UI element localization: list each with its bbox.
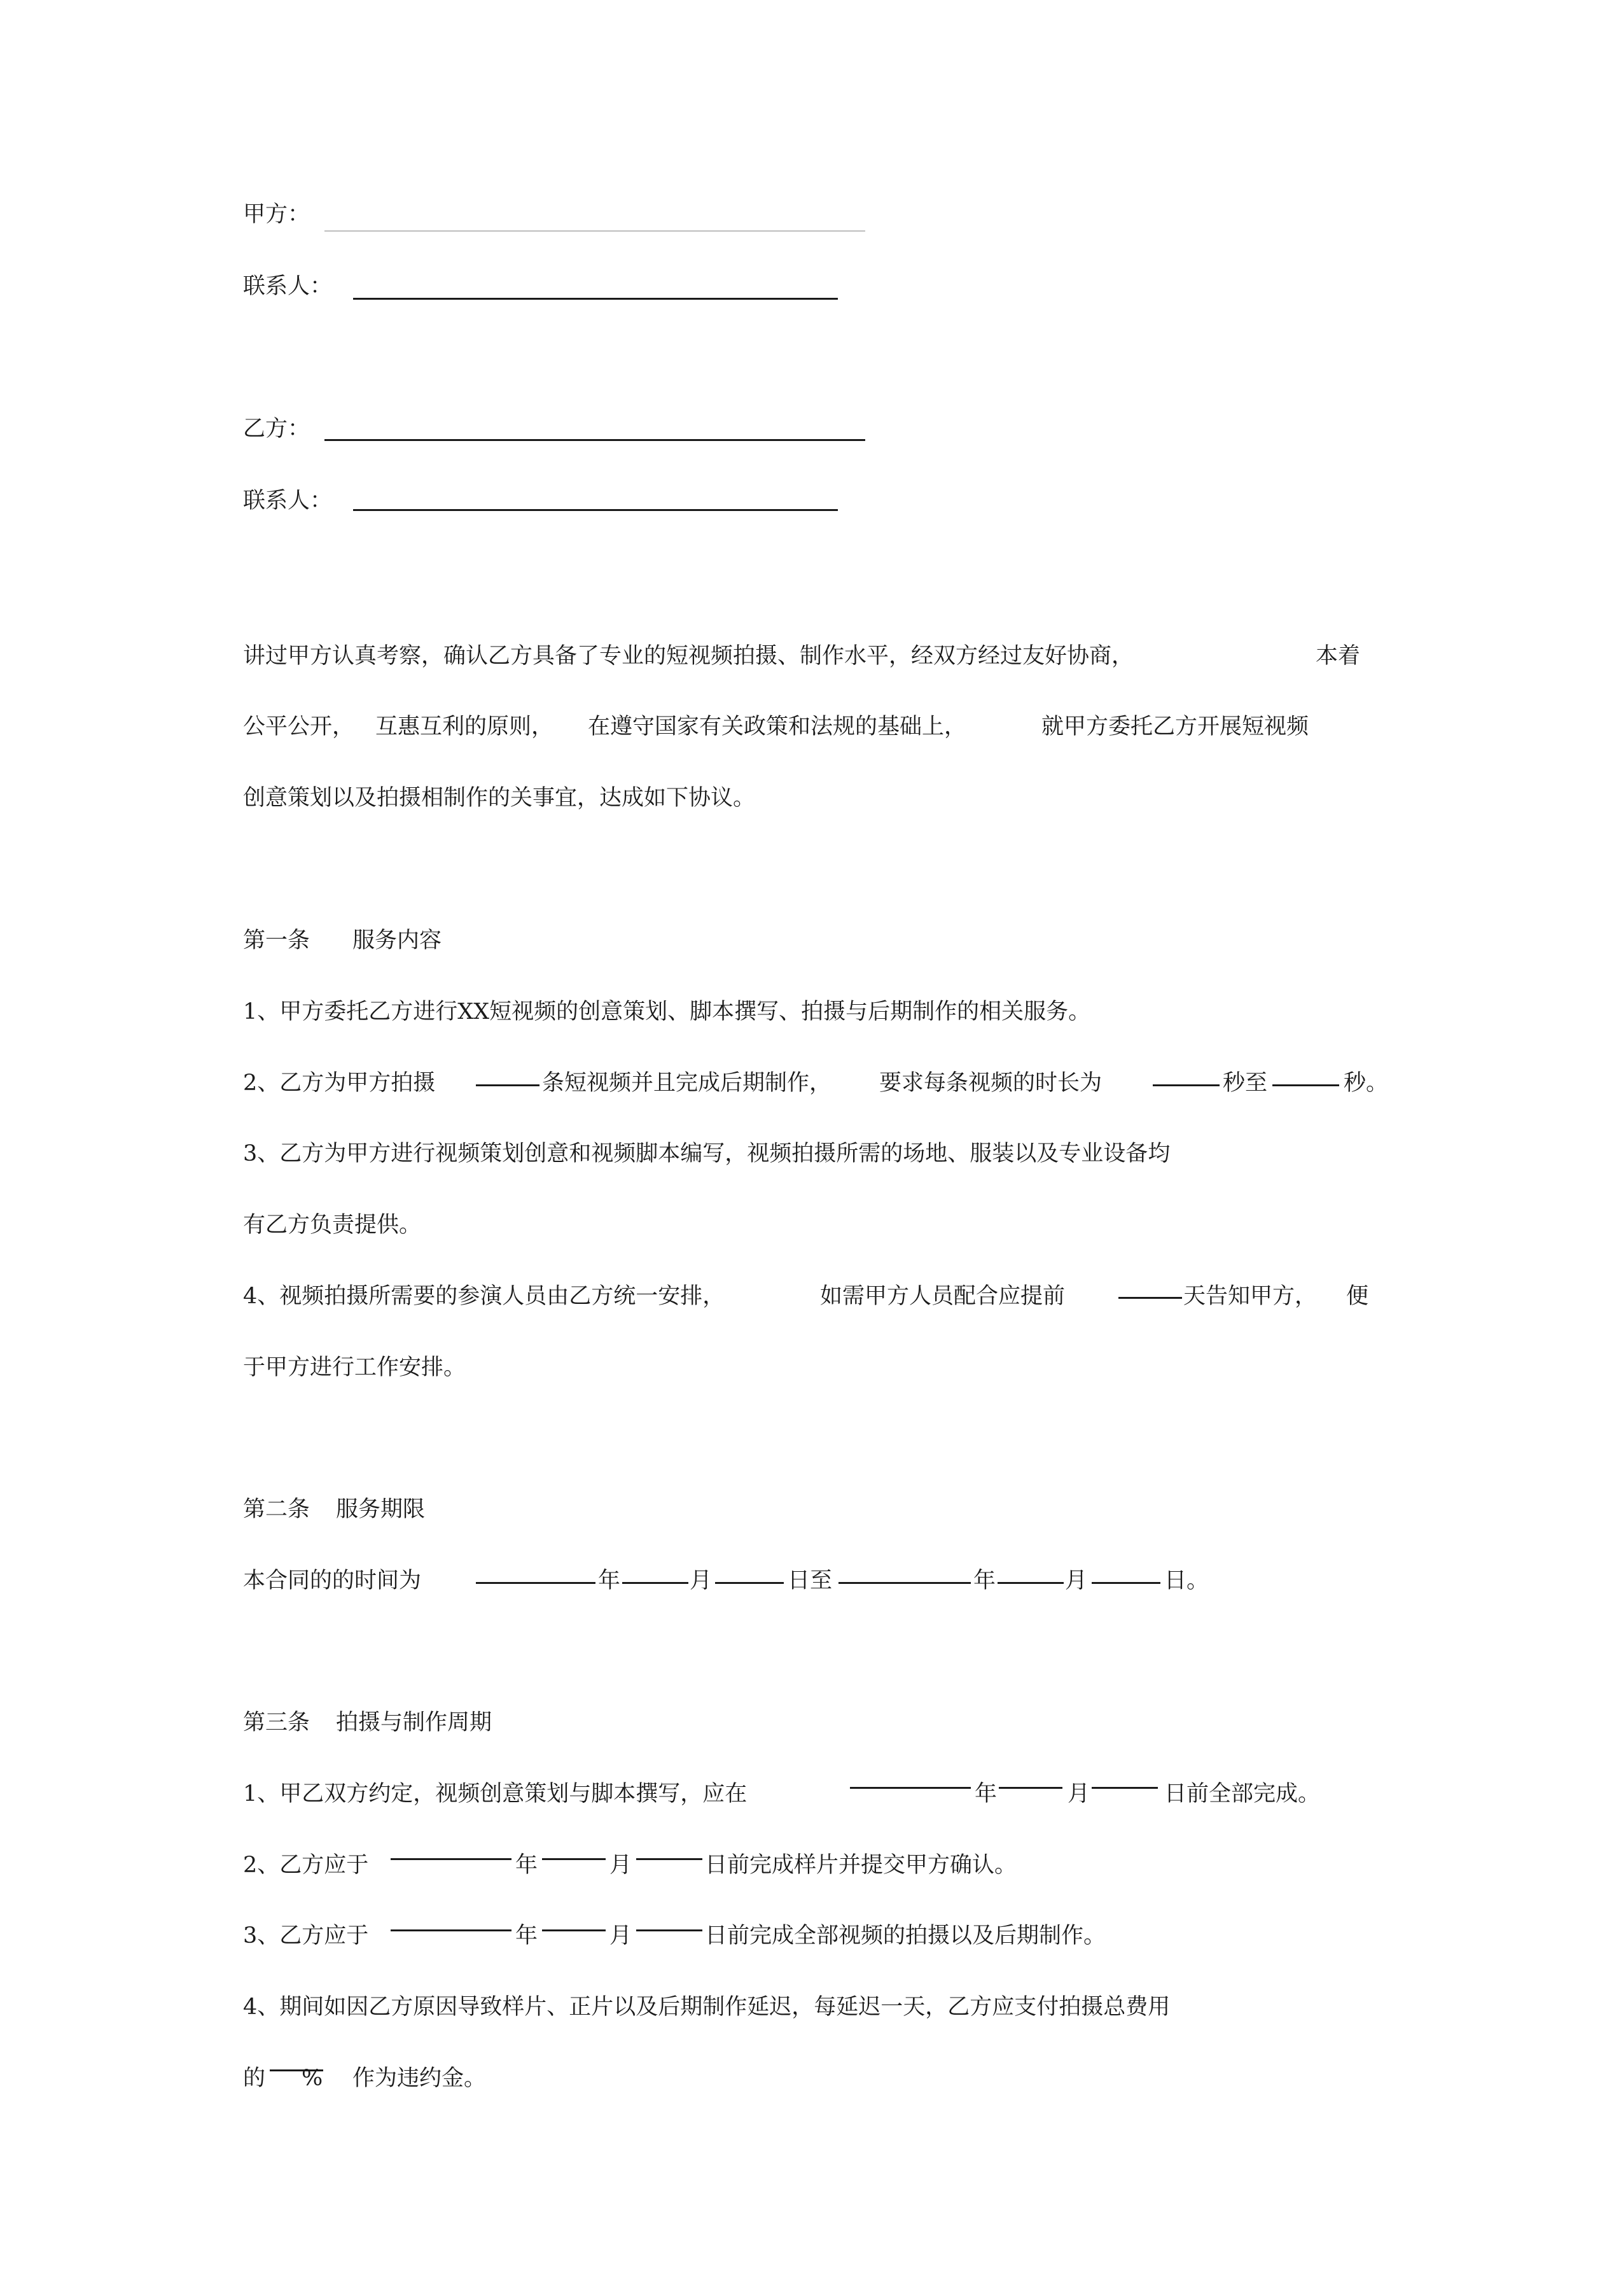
party-a-contact-label: 联系人： bbox=[243, 274, 333, 299]
clause-text: 3、乙方应于 bbox=[243, 1923, 369, 1949]
video-count-blank[interactable] bbox=[476, 1084, 539, 1086]
final-day-blank[interactable] bbox=[636, 1929, 702, 1931]
clause-text: 3、乙方为甲方进行视频策划创意和视频脚本编写，视频拍摄所需的场地、服装以及专业设备均 bbox=[243, 1141, 1171, 1166]
clause-text: 日。 bbox=[1164, 1568, 1209, 1593]
clause-text: 日前完成全部视频的拍摄以及后期制作。 bbox=[705, 1923, 1106, 1949]
month-label: 月 bbox=[609, 1923, 632, 1949]
preamble-text: 本着 bbox=[1316, 643, 1361, 669]
year-label: 年 bbox=[598, 1568, 621, 1593]
article-title: 服务期限 bbox=[336, 1497, 426, 1522]
end-year-blank[interactable] bbox=[838, 1582, 971, 1584]
preamble-text: 创意策划以及拍摄相制作的关事宜，达成如下协议。 bbox=[243, 785, 756, 811]
start-year-blank[interactable] bbox=[476, 1582, 595, 1584]
sample-day-blank[interactable] bbox=[636, 1858, 702, 1860]
end-day-blank[interactable] bbox=[1092, 1582, 1160, 1584]
percent-sign: % bbox=[302, 2066, 323, 2091]
clause-text: 日至 bbox=[788, 1568, 833, 1593]
party-b-blank[interactable] bbox=[324, 439, 865, 441]
clause-text: 4、视频拍摄所需要的参演人员由乙方统一安排， bbox=[243, 1284, 725, 1309]
script-month-blank[interactable] bbox=[999, 1787, 1062, 1789]
clause-text: 4、期间如因乙方原因导致样片、正片以及后期制作延迟，每延迟一天，乙方应支付拍摄总费用 bbox=[243, 1994, 1171, 2020]
party-a-label: 甲方： bbox=[243, 202, 310, 227]
month-label: 月 bbox=[690, 1568, 713, 1593]
year-label: 年 bbox=[515, 1852, 538, 1878]
start-month-blank[interactable] bbox=[622, 1582, 688, 1584]
preamble-text: 互惠互利的原则， bbox=[375, 714, 554, 739]
script-day-blank[interactable] bbox=[1092, 1787, 1158, 1789]
article-number: 第一条 bbox=[243, 928, 310, 953]
duration-max-blank[interactable] bbox=[1272, 1084, 1339, 1086]
final-year-blank[interactable] bbox=[391, 1929, 511, 1931]
article-number: 第三条 bbox=[243, 1710, 310, 1735]
clause-text: 日前完成样片并提交甲方确认。 bbox=[705, 1852, 1017, 1878]
party-a-contact-blank[interactable] bbox=[353, 298, 838, 300]
clause-text: 如需甲方人员配合应提前 bbox=[820, 1284, 1066, 1309]
year-label: 年 bbox=[515, 1923, 538, 1949]
clause-text: 秒至 bbox=[1223, 1070, 1268, 1096]
clause-text: 1、甲乙双方约定，视频创意策划与脚本撰写，应在 bbox=[243, 1781, 748, 1807]
preamble-text: 讲过甲方认真考察，确认乙方具备了专业的短视频拍摄、制作水平，经双方经过友好协商， bbox=[243, 643, 1134, 669]
clause-text: 秒。 bbox=[1344, 1070, 1389, 1096]
party-b-contact-label: 联系人： bbox=[243, 488, 333, 514]
year-label: 年 bbox=[975, 1781, 998, 1807]
party-b-label: 乙方： bbox=[243, 416, 310, 442]
article-number: 第二条 bbox=[243, 1497, 310, 1522]
clause-text: 便 bbox=[1346, 1284, 1369, 1309]
clause-text: 作为违约金。 bbox=[352, 2066, 487, 2091]
preamble-text: 在遵守国家有关政策和法规的基础上， bbox=[588, 714, 967, 739]
clause-text: 2、乙方应于 bbox=[243, 1852, 369, 1878]
final-month-blank[interactable] bbox=[542, 1929, 606, 1931]
preamble-text: 公平公开， bbox=[243, 714, 355, 739]
article-title: 拍摄与制作周期 bbox=[336, 1710, 492, 1735]
clause-text: 要求每条视频的时长为 bbox=[879, 1070, 1103, 1096]
month-label: 月 bbox=[1065, 1568, 1088, 1593]
clause-text: 天告知甲方， bbox=[1183, 1284, 1318, 1309]
end-month-blank[interactable] bbox=[998, 1582, 1064, 1584]
script-year-blank[interactable] bbox=[850, 1787, 971, 1789]
month-label: 月 bbox=[1068, 1781, 1090, 1807]
duration-min-blank[interactable] bbox=[1153, 1084, 1220, 1086]
clause-text: 2、乙方为甲方拍摄 bbox=[243, 1070, 436, 1096]
clause-text: 条短视频并且完成后期制作， bbox=[542, 1070, 832, 1096]
clause-text: 日前全部完成。 bbox=[1164, 1781, 1321, 1807]
penalty-percent-blank[interactable] bbox=[270, 2069, 323, 2071]
clause-text: 的 bbox=[243, 2066, 266, 2091]
article-title: 服务内容 bbox=[352, 928, 442, 953]
clause-text: 于甲方进行工作安排。 bbox=[243, 1355, 466, 1380]
year-label: 年 bbox=[973, 1568, 996, 1593]
sample-year-blank[interactable] bbox=[391, 1858, 511, 1860]
clause-text: 1、甲方委托乙方进行XX短视频的创意策划、脚本撰写、拍摄与后期制作的相关服务。 bbox=[243, 999, 1091, 1025]
month-label: 月 bbox=[609, 1852, 632, 1878]
party-b-contact-blank[interactable] bbox=[353, 509, 838, 511]
start-day-blank[interactable] bbox=[715, 1582, 784, 1584]
notice-days-blank[interactable] bbox=[1118, 1297, 1182, 1299]
sample-month-blank[interactable] bbox=[542, 1858, 606, 1860]
preamble-text: 就甲方委托乙方开展短视频 bbox=[1041, 714, 1309, 739]
party-a-blank[interactable] bbox=[324, 230, 865, 232]
clause-text: 本合同的的时间为 bbox=[243, 1568, 422, 1593]
clause-text: 有乙方负责提供。 bbox=[243, 1212, 422, 1238]
